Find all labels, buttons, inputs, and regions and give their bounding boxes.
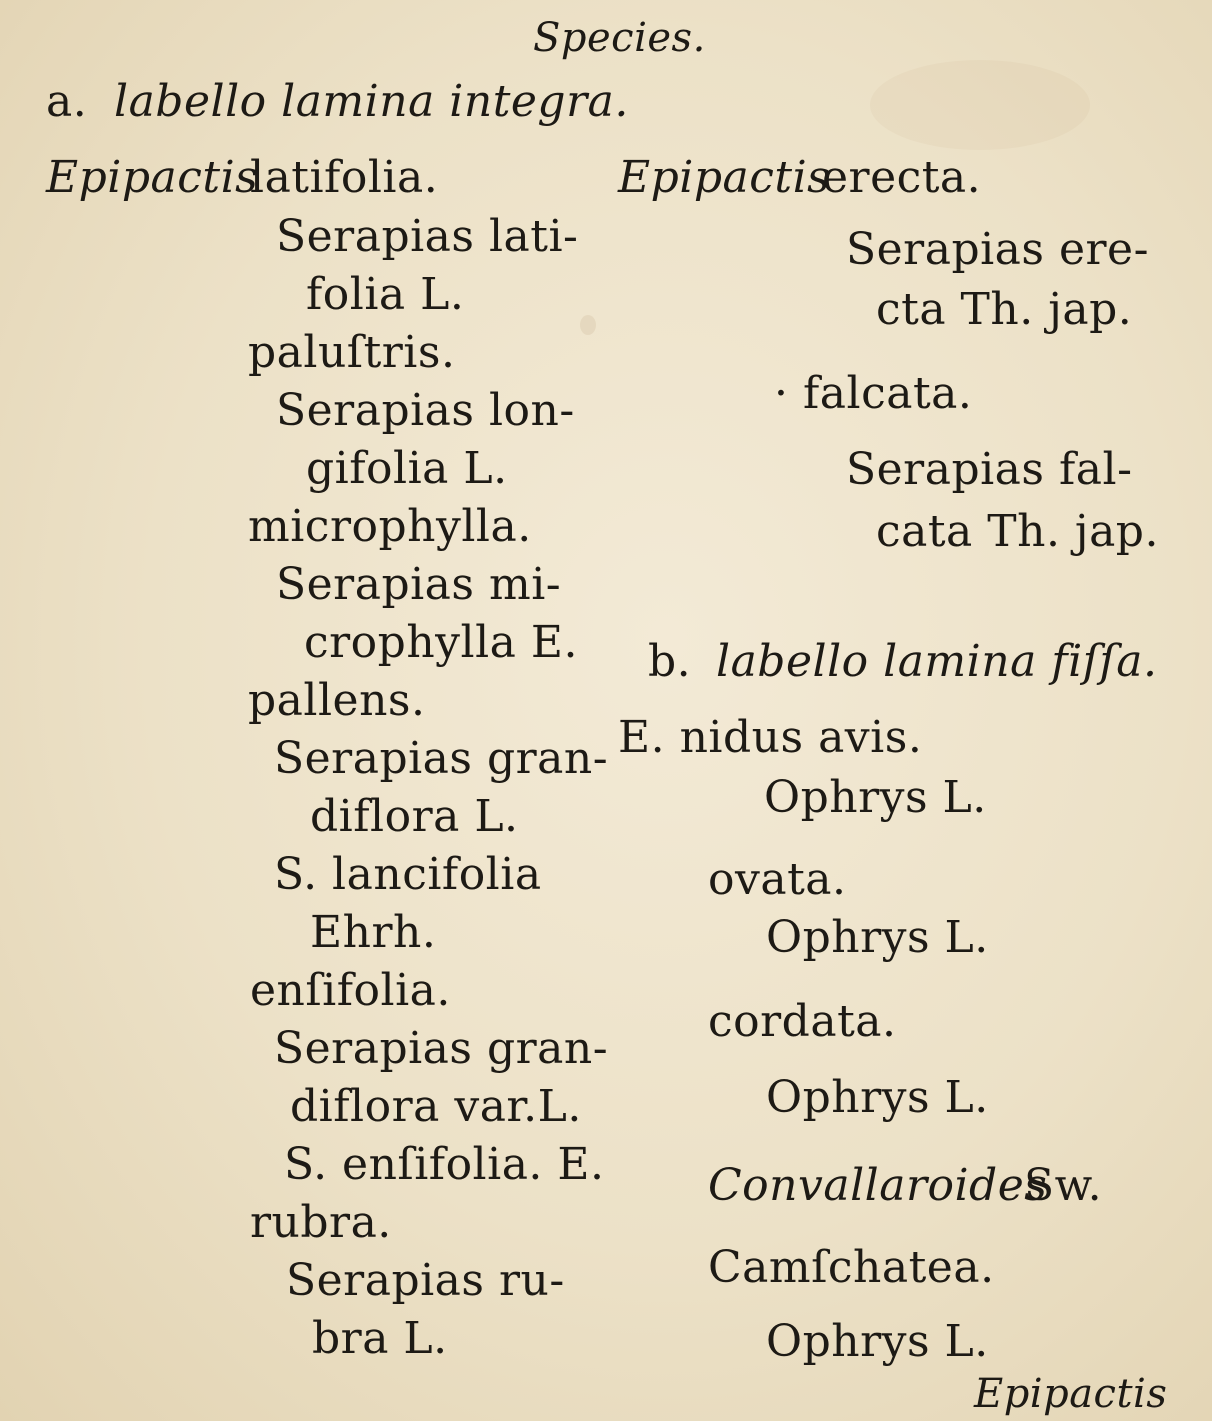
convallaroides-name: Convallaroides xyxy=(708,1160,1048,1211)
left-line: Serapias mi- xyxy=(276,559,562,610)
left-line: rubra. xyxy=(250,1197,392,1248)
right-line: Ophrys L. xyxy=(764,772,987,823)
paper-stain xyxy=(580,315,596,335)
left-line: Serapias gran- xyxy=(274,1023,609,1074)
left-line: bra L. xyxy=(312,1313,448,1364)
left-genus: Epipactis xyxy=(46,152,259,203)
section-a-label: labello lamina integra. xyxy=(114,76,629,127)
left-line: paluſtris. xyxy=(248,327,456,378)
right-line: Ophrys L. xyxy=(766,1072,989,1123)
right-species: erecta. xyxy=(822,152,982,203)
left-line: Serapias lati- xyxy=(276,211,579,262)
left-line: crophylla E. xyxy=(304,617,578,668)
right-line: E. nidus avis. xyxy=(618,712,923,763)
right-line: Ophrys L. xyxy=(766,912,989,963)
paper-stain xyxy=(870,60,1090,150)
right-line: Serapias fal- xyxy=(846,444,1133,495)
left-line: Serapias ru- xyxy=(286,1255,565,1306)
left-line: folia L. xyxy=(306,269,465,320)
left-line: Ehrh. xyxy=(310,907,437,958)
right-genus: Epipactis xyxy=(618,152,831,203)
right-line: ovata. xyxy=(708,854,847,905)
right-line: cordata. xyxy=(708,996,897,1047)
left-line: diflora L. xyxy=(310,791,519,842)
left-line: Serapias lon- xyxy=(276,385,575,436)
section-b-label: labello lamina fiſſa. xyxy=(716,636,1158,687)
convallaroides-author: Sw. xyxy=(1024,1160,1103,1211)
section-b-letter: b. xyxy=(648,636,692,687)
left-line: enſifolia. xyxy=(250,965,451,1016)
left-line: gifolia L. xyxy=(306,443,508,494)
left-line: S. enſifolia. E. xyxy=(284,1139,605,1190)
left-line: diflora var.L. xyxy=(290,1081,582,1132)
right-line: Camſchatea. xyxy=(708,1242,995,1293)
page-heading: Species. xyxy=(533,15,706,61)
left-line: Serapias gran- xyxy=(274,733,609,784)
left-line: S. lancifolia xyxy=(274,849,542,900)
catchword: Epipactis xyxy=(974,1371,1168,1417)
left-species: latifolia. xyxy=(250,152,439,203)
right-line: Ophrys L. xyxy=(766,1316,989,1367)
right-line: · falcata. xyxy=(774,368,973,419)
right-line: Serapias ere- xyxy=(846,224,1149,275)
right-line: cta Th. jap. xyxy=(876,284,1133,335)
section-a-letter: a. xyxy=(46,76,88,127)
left-line: microphylla. xyxy=(248,501,532,552)
left-line: pallens. xyxy=(248,675,426,726)
right-line: cata Th. jap. xyxy=(876,506,1159,557)
